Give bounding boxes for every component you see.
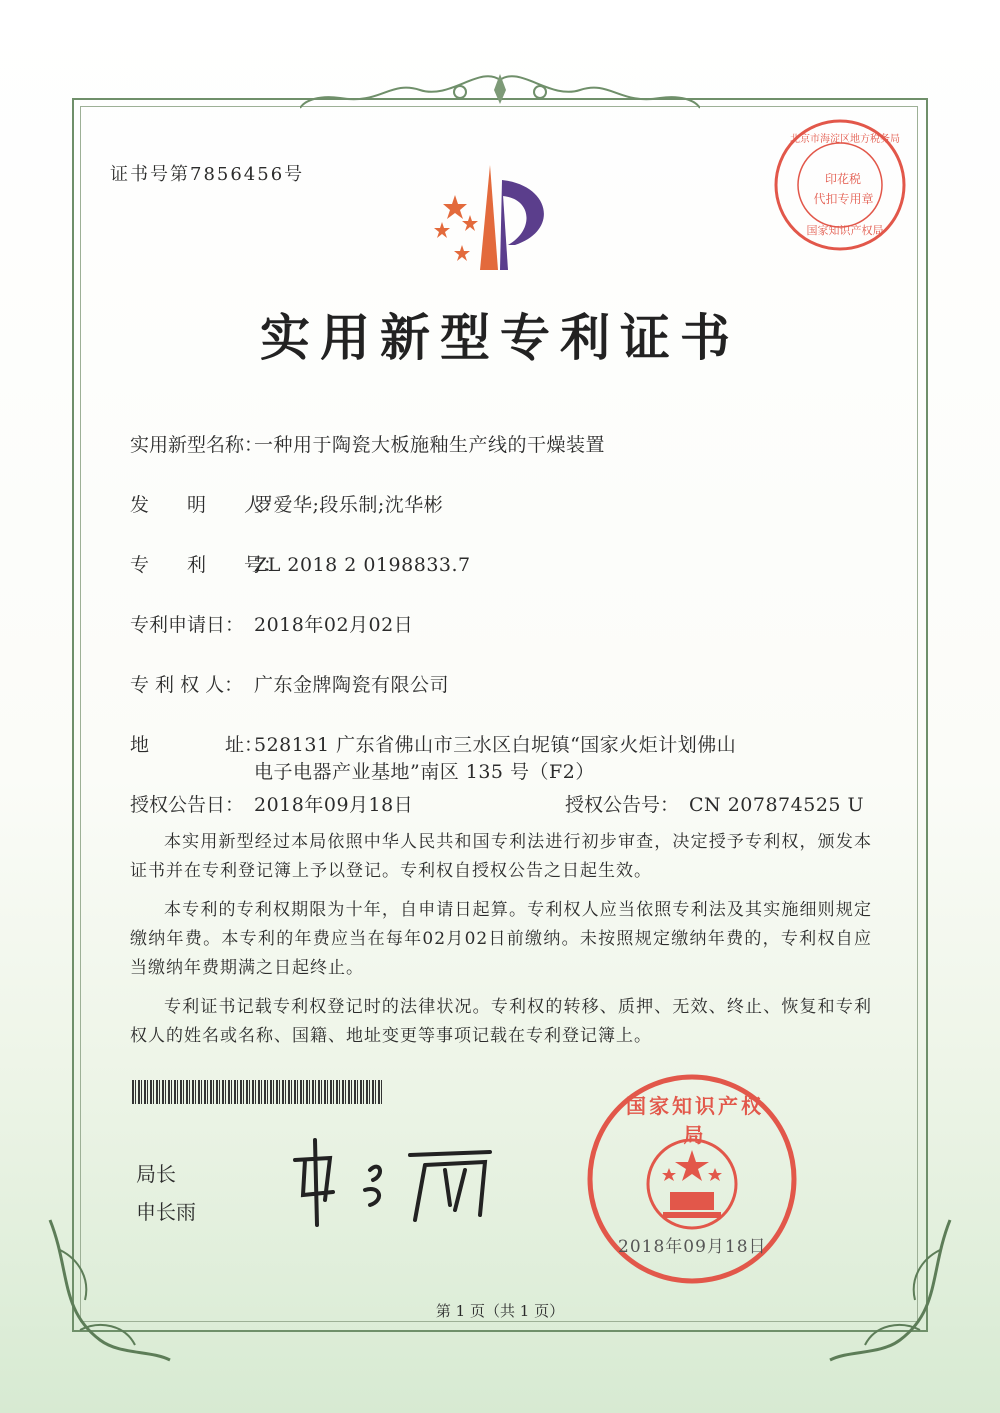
field-value: 电子电器产业基地”南区 135 号（F2）	[254, 761, 595, 783]
field-label: 发 明 人：	[130, 494, 283, 516]
page-number: 第 1 页（共 1 页）	[435, 1302, 565, 1320]
field-value: 罗爱华;段乐制;沈华彬	[254, 494, 444, 516]
field-label: 授权公告日：	[130, 794, 245, 816]
field-label: 实用新型名称：	[130, 434, 264, 456]
field-value: 广东金牌陶瓷有限公司	[254, 674, 450, 696]
handwritten-signature-icon	[285, 1130, 505, 1230]
director-name: 申长雨	[136, 1200, 196, 1224]
top-ornament-icon	[300, 70, 700, 120]
tax-stamp-inner-text-2: 代扣专用章	[813, 192, 874, 206]
field-label: 地 址：	[130, 734, 264, 756]
certificate-number: 证书号第7856456号	[110, 164, 305, 185]
patent-office-logo-icon	[420, 160, 560, 280]
field-utility-model-name	[130, 430, 605, 457]
field-label: 专 利 号：	[130, 554, 283, 576]
tax-stamp-inner-text-1: 印花税	[824, 172, 861, 186]
office-seal-text: 国家知识产权局	[626, 1094, 764, 1147]
field-value: 2018年02月02日	[254, 614, 414, 636]
field-value: CN 207874525 U	[689, 794, 865, 816]
field-filing-date	[130, 610, 413, 637]
field-value: ZL 2018 2 0198833.7	[254, 554, 471, 576]
barcode	[132, 1080, 382, 1104]
field-patent-number	[130, 550, 471, 577]
body-paragraph: 专利证书记载专利权登记时的法律状况。专利权的转移、质押、无效、终止、恢复和专利权人的姓名或名称、国籍、地址变更等事项记载在专利登记簿上。	[130, 997, 872, 1046]
tax-stamp-bottom-text: 国家知识产权局	[806, 224, 884, 237]
corner-ornament-icon	[820, 1210, 960, 1370]
director-title: 局长	[136, 1162, 176, 1186]
field-value: 528131 广东省佛山市三水区白坭镇“国家火炬计划佛山	[254, 734, 737, 756]
field-value: 一种用于陶瓷大板施釉生产线的干燥装置	[254, 434, 606, 456]
seal-date: 2018年09月18日	[618, 1237, 767, 1257]
certificate-title: 实用新型专利证书	[260, 308, 740, 367]
field-inventor	[130, 490, 443, 517]
field-label: 授权公告号：	[565, 794, 680, 816]
body-paragraph: 本实用新型经过本局依照中华人民共和国专利法进行初步审查，决定授予专利权，颁发本证书并在专利登记簿上予以登记。专利权自授权公告之日起生效。	[130, 832, 872, 881]
field-patentee	[130, 670, 449, 697]
field-address-line2	[254, 757, 595, 784]
certificate-body	[130, 828, 872, 1061]
field-address	[130, 730, 736, 757]
field-grant-date	[130, 790, 413, 817]
field-value: 2018年09月18日	[254, 794, 414, 816]
field-label: 专利申请日：	[130, 614, 245, 636]
corner-ornament-icon	[40, 1210, 180, 1370]
tax-stamp-outer-text: 北京市海淀区地方税务局	[790, 134, 900, 145]
body-paragraph: 本专利的专利权期限为十年，自申请日起算。专利权人应当依照专利法及其实施细则规定缴纳年费。本专利的年费应当在每年02月02日前缴纳。未按照规定缴纳年费的，专利权自应当缴纳年费期满之日起终止。	[130, 900, 872, 978]
field-label: 专 利 权 人：	[130, 674, 244, 696]
field-grant-number	[565, 790, 864, 817]
